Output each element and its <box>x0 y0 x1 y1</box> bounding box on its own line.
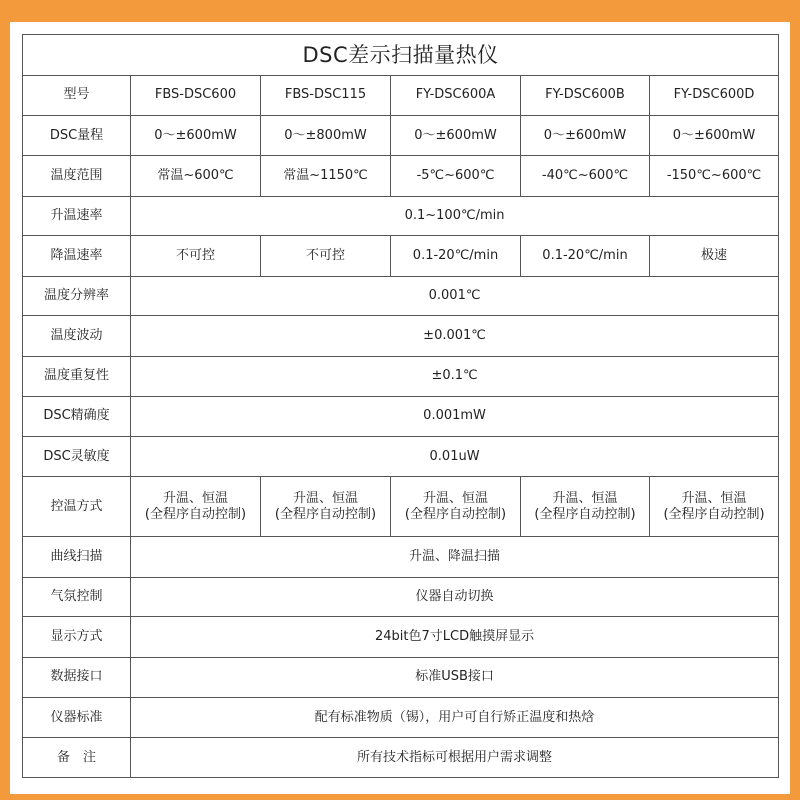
temp-control-note: (全程序自动控制) <box>534 506 636 522</box>
value-cell: 0.001mW <box>131 396 779 437</box>
value-cell <box>391 476 521 536</box>
table-row <box>23 697 779 738</box>
table-row <box>23 476 779 536</box>
value-cell: 升温、降温扫描 <box>131 537 779 578</box>
value-cell <box>131 476 261 536</box>
value-cell: 0.1-20℃/min <box>391 236 521 277</box>
value-cell: 0～±600mW <box>650 116 779 156</box>
table-row <box>23 738 779 778</box>
table-row <box>23 658 779 698</box>
value-cell: 0.001℃ <box>131 276 779 316</box>
value-cell: 0～±800mW <box>261 116 391 156</box>
value-cell: 不可控 <box>131 236 261 277</box>
spec-table <box>22 34 779 778</box>
temp-control-note: (全程序自动控制) <box>404 506 507 522</box>
value-cell: -150℃~600℃ <box>650 155 779 196</box>
row-label-cooling-rate: 降温速率 <box>23 236 131 277</box>
title-row <box>23 35 779 76</box>
table-row <box>23 437 779 477</box>
row-label-temp-range: 温度范围 <box>23 155 131 196</box>
row-label-data-port: 数据接口 <box>23 658 131 698</box>
temp-control-note: (全程序自动控制) <box>663 506 765 522</box>
value-cell: 0.01uW <box>131 437 779 477</box>
model-cell: FBS-DSC600 <box>131 75 261 116</box>
table-row <box>23 356 779 396</box>
row-label-heating-rate: 升温速率 <box>23 196 131 236</box>
row-label-instrument-std: 仪器标准 <box>23 697 131 738</box>
temp-control-note: (全程序自动控制) <box>144 506 247 522</box>
temp-control-mode: 升温、恒温 <box>292 490 358 506</box>
value-cell: -40℃~600℃ <box>521 155 650 196</box>
table-row <box>23 116 779 156</box>
temp-control-mode: 升温、恒温 <box>162 490 228 506</box>
row-label-dsc-accuracy: DSC精确度 <box>23 396 131 437</box>
row-label-display: 显示方式 <box>23 617 131 658</box>
model-cell: FBS-DSC115 <box>261 75 391 116</box>
model-cell: FY-DSC600D <box>650 75 779 116</box>
row-label-temp-resolution: 温度分辨率 <box>23 276 131 316</box>
model-cell: FY-DSC600B <box>521 75 650 116</box>
value-cell: 所有技术指标可根据用户需求调整 <box>131 738 779 778</box>
value-cell: 0.1~100℃/min <box>131 196 779 236</box>
table-row <box>23 396 779 437</box>
table-row <box>23 537 779 578</box>
value-cell: ±0.1℃ <box>131 356 779 396</box>
value-cell <box>650 476 779 536</box>
value-cell: 不可控 <box>261 236 391 277</box>
table-row <box>23 316 779 357</box>
value-cell: 常温~1150℃ <box>261 155 391 196</box>
value-cell: 配有标准物质（锡），用户可自行矫正温度和热焓 <box>131 697 779 738</box>
row-label-remarks: 备 注 <box>23 738 131 778</box>
value-cell <box>521 476 650 536</box>
row-label-temp-control: 控温方式 <box>23 476 131 536</box>
value-cell: 0.1-20℃/min <box>521 236 650 277</box>
value-cell <box>261 476 391 536</box>
value-cell: 0～±600mW <box>391 116 521 156</box>
table-title: DSC差示扫描量热仪 <box>23 35 779 76</box>
temp-control-mode: 升温、恒温 <box>552 490 618 506</box>
value-cell: 常温~600℃ <box>131 155 261 196</box>
value-cell: 0～±600mW <box>131 116 261 156</box>
value-cell: -5℃~600℃ <box>391 155 521 196</box>
table-row <box>23 196 779 236</box>
row-label-dsc-range: DSC量程 <box>23 116 131 156</box>
model-cell: FY-DSC600A <box>391 75 521 116</box>
table-row <box>23 276 779 316</box>
row-label-dsc-sensitivity: DSC灵敏度 <box>23 437 131 477</box>
value-cell: 0～±600mW <box>521 116 650 156</box>
spec-sheet <box>10 22 790 794</box>
table-row <box>23 75 779 116</box>
row-label-temp-repeatability: 温度重复性 <box>23 356 131 396</box>
temp-control-note: (全程序自动控制) <box>274 506 377 522</box>
row-label-atmosphere: 气氛控制 <box>23 577 131 617</box>
row-label-temp-fluctuation: 温度波动 <box>23 316 131 357</box>
value-cell: ±0.001℃ <box>131 316 779 357</box>
value-cell: 仪器自动切换 <box>131 577 779 617</box>
table-row <box>23 617 779 658</box>
row-label-curve-scan: 曲线扫描 <box>23 537 131 578</box>
row-label-model: 型号 <box>23 75 131 116</box>
temp-control-mode: 升温、恒温 <box>422 490 488 506</box>
value-cell: 极速 <box>650 236 779 277</box>
table-row <box>23 577 779 617</box>
table-row <box>23 236 779 277</box>
table-row <box>23 155 779 196</box>
value-cell: 24bit色7寸LCD触摸屏显示 <box>131 617 779 658</box>
temp-control-mode: 升温、恒温 <box>681 490 747 506</box>
value-cell: 标准USB接口 <box>131 658 779 698</box>
